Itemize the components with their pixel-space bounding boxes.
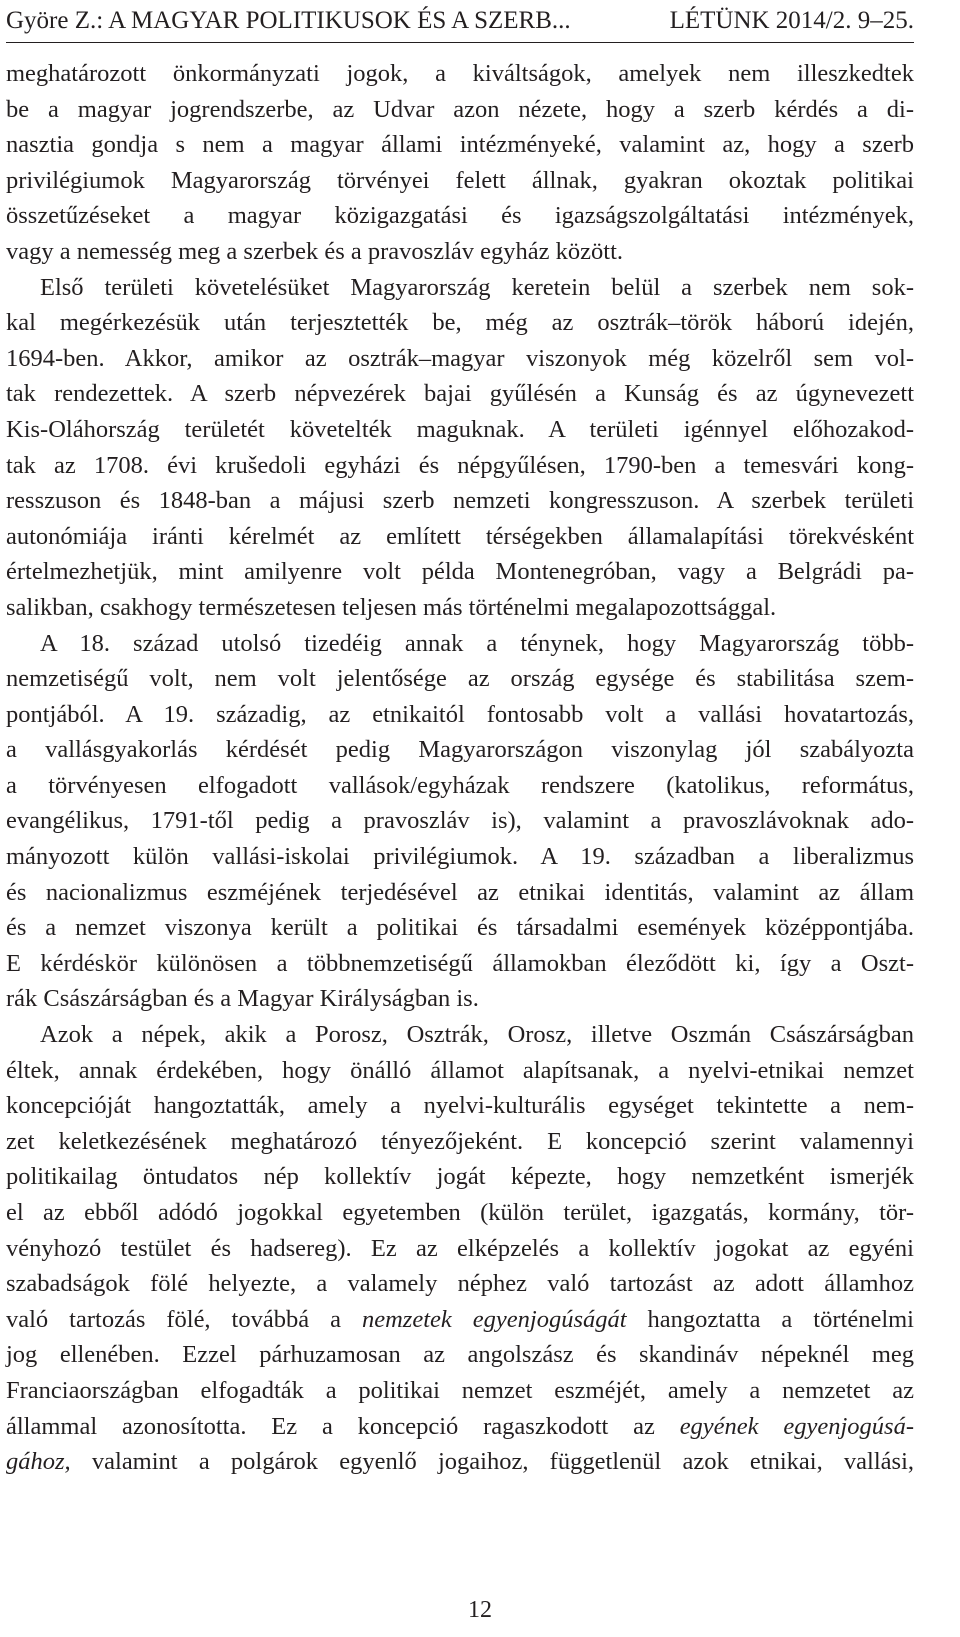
text-line: evangélikus, 1791-től pedig a pravoszláv is), valamint a pravoszlávoknak ado-: [6, 807, 914, 835]
text-line: Franciaországban elfogadták a politikai nemzet eszméjét, amely a nemzetet az: [6, 1376, 914, 1404]
text-line: E kérdéskör különösen a többnemzetiségű államokban éleződött ki, így a Oszt-: [6, 949, 914, 977]
running-header: [6, 4, 914, 43]
text-line: 1694-ben. Akkor, amikor az osztrák–magyar viszonyok még közelről sem vol-: [6, 344, 914, 372]
text-line: rák Császárságban és a Magyar Királyságban is.: [6, 985, 479, 1013]
text-line: tak rendezettek. A szerb népvezérek bajai gyűlésén a Kunság és az úgynevezett: [6, 380, 914, 408]
text-line: privilégiumok Magyarország törvényei felett állnak, gyakran okoztak politikai: [6, 166, 914, 194]
italic-emphasis: gához,: [6, 1448, 71, 1476]
text-line: el az ebből adódó jogokkal egyetemben (külön terület, igazgatás, kormány, tör-: [6, 1199, 914, 1226]
text-line: gához, valamint a polgárok egyenlő jogaihoz, függetlenül azok etnikai, vallási,: [6, 1448, 914, 1476]
text-line: be a magyar jogrendszerbe, az Udvar azon nézete, hogy a szerb kérdés a di-: [6, 95, 914, 123]
text-line: tak az 1708. évi krušedoli egyházi és népgyűlésen, 1790-ben a temesvári kong-: [6, 451, 914, 479]
text-line: resszuson és 1848-ban a májusi szerb nemzeti kongresszuson. A szerbek területi: [6, 487, 914, 515]
text-line: zet keletkezésének meghatározó tényezőjeként. E koncepció szerint valamennyi: [6, 1127, 914, 1155]
text-line: kal megérkezésük után terjesztették be, még az osztrák–török háború idején,: [6, 309, 914, 337]
italic-emphasis: egyének egyenjogúsá-: [679, 1412, 914, 1440]
paragraph-first-line: Azok a népek, akik a Porosz, Osztrák, Orosz, illetve Oszmán Császárságban: [40, 1021, 914, 1049]
text-line: koncepcióját hangoztatták, amely a nyelvi-kulturális egységet tekintette a nem-: [6, 1092, 914, 1120]
text-line: jog ellenében. Ezzel párhuzamosan az angolszász és skandináv népeknél meg: [6, 1341, 914, 1369]
text-line: Kis-Oláhország területét követelték maguknak. A területi igénnyel előhozakod-: [6, 415, 914, 443]
text-line: salikban, csakhogy természetesen teljesen más történelmi megalapozottsággal.: [6, 593, 777, 621]
text-line: és nacionalizmus eszméjének terjedésével az etnikai identitás, valamint az állam: [6, 878, 914, 906]
text-line: állammal azonosította. Ez a koncepció ragaszkodott az egyének egyenjogúsá-: [6, 1412, 914, 1440]
text-line: éltek, annak érdekében, hogy önálló államot alapítsanak, a nyelvi-etnikai nemzet: [6, 1056, 914, 1084]
text-line: nasztia gondja s nem a magyar állami intézményeké, valamint az, hogy a szerb: [6, 131, 914, 159]
text-line: vagy a nemesség meg a szerbek és a pravoszláv egyház között.: [6, 237, 624, 265]
text-line: és a nemzet viszonya került a politikai és társadalmi események középpontjába.: [6, 914, 914, 942]
text-line: pontjából. A 19. századig, az etnikaitól fontosabb volt a vallási hovatartozás,: [6, 700, 914, 728]
paragraph-first-line: Első területi követelésüket Magyarország keretein belül a szerbek nem sok-: [40, 273, 914, 301]
text-line: értelmezhetjük, mint amilyenre volt példa Montenegróban, vagy a Belgrádi pa-: [6, 558, 914, 586]
text-line: nemzetiségű volt, nem volt jelentősége az ország egysége és stabilitása szem-: [6, 665, 914, 693]
article-body: [6, 56, 914, 1480]
text-line: való tartozás fölé, továbbá a nemzetek egyenjogúságát hangoztatta a történelmi: [6, 1305, 914, 1333]
italic-emphasis: nemzetek egyenjogúságát: [361, 1305, 627, 1333]
text-line: meghatározott önkormányzati jogok, a kiváltságok, amelyek nem illeszkedtek: [6, 60, 914, 87]
text-line: politikailag öntudatos nép kollektív jogát képezte, hogy nemzetként ismerjék: [6, 1163, 914, 1191]
text-line: vényhozó testület és hadsereg). Ez az elképzelés a kollektív jogokat az egyéni: [6, 1234, 914, 1262]
page-number: 12: [468, 1597, 492, 1623]
text-line: a vallásgyakorlás kérdését pedig Magyarországon viszonylag jól szabályozta: [6, 736, 914, 764]
text-line: mányozott külön vallási-iskolai privilégiumok. A 19. században a liberalizmus: [6, 843, 914, 871]
running-header-journal-citation: LÉTÜNK 2014/2. 9–25.: [669, 7, 914, 34]
text-line: autonómiája iránti kérelmét az említett térségekben államalapítási törekvésként: [6, 522, 914, 550]
paragraph-first-line: A 18. század utolsó tizedéig annak a ténynek, hogy Magyarország több-: [40, 629, 914, 657]
text-line: szabadságok fölé helyezte, a valamely néphez való tartozást az adott államhoz: [6, 1270, 914, 1298]
text-line: a törvényesen elfogadott vallások/egyházak rendszere (katolikus, református,: [6, 771, 914, 799]
running-header-author-title: Györe Z.: A MAGYAR POLITIKUSOK ÉS A SZERB...: [6, 7, 571, 34]
text-line: összetűzéseket a magyar közigazgatási és igazságszolgáltatási intézmények,: [6, 202, 914, 230]
